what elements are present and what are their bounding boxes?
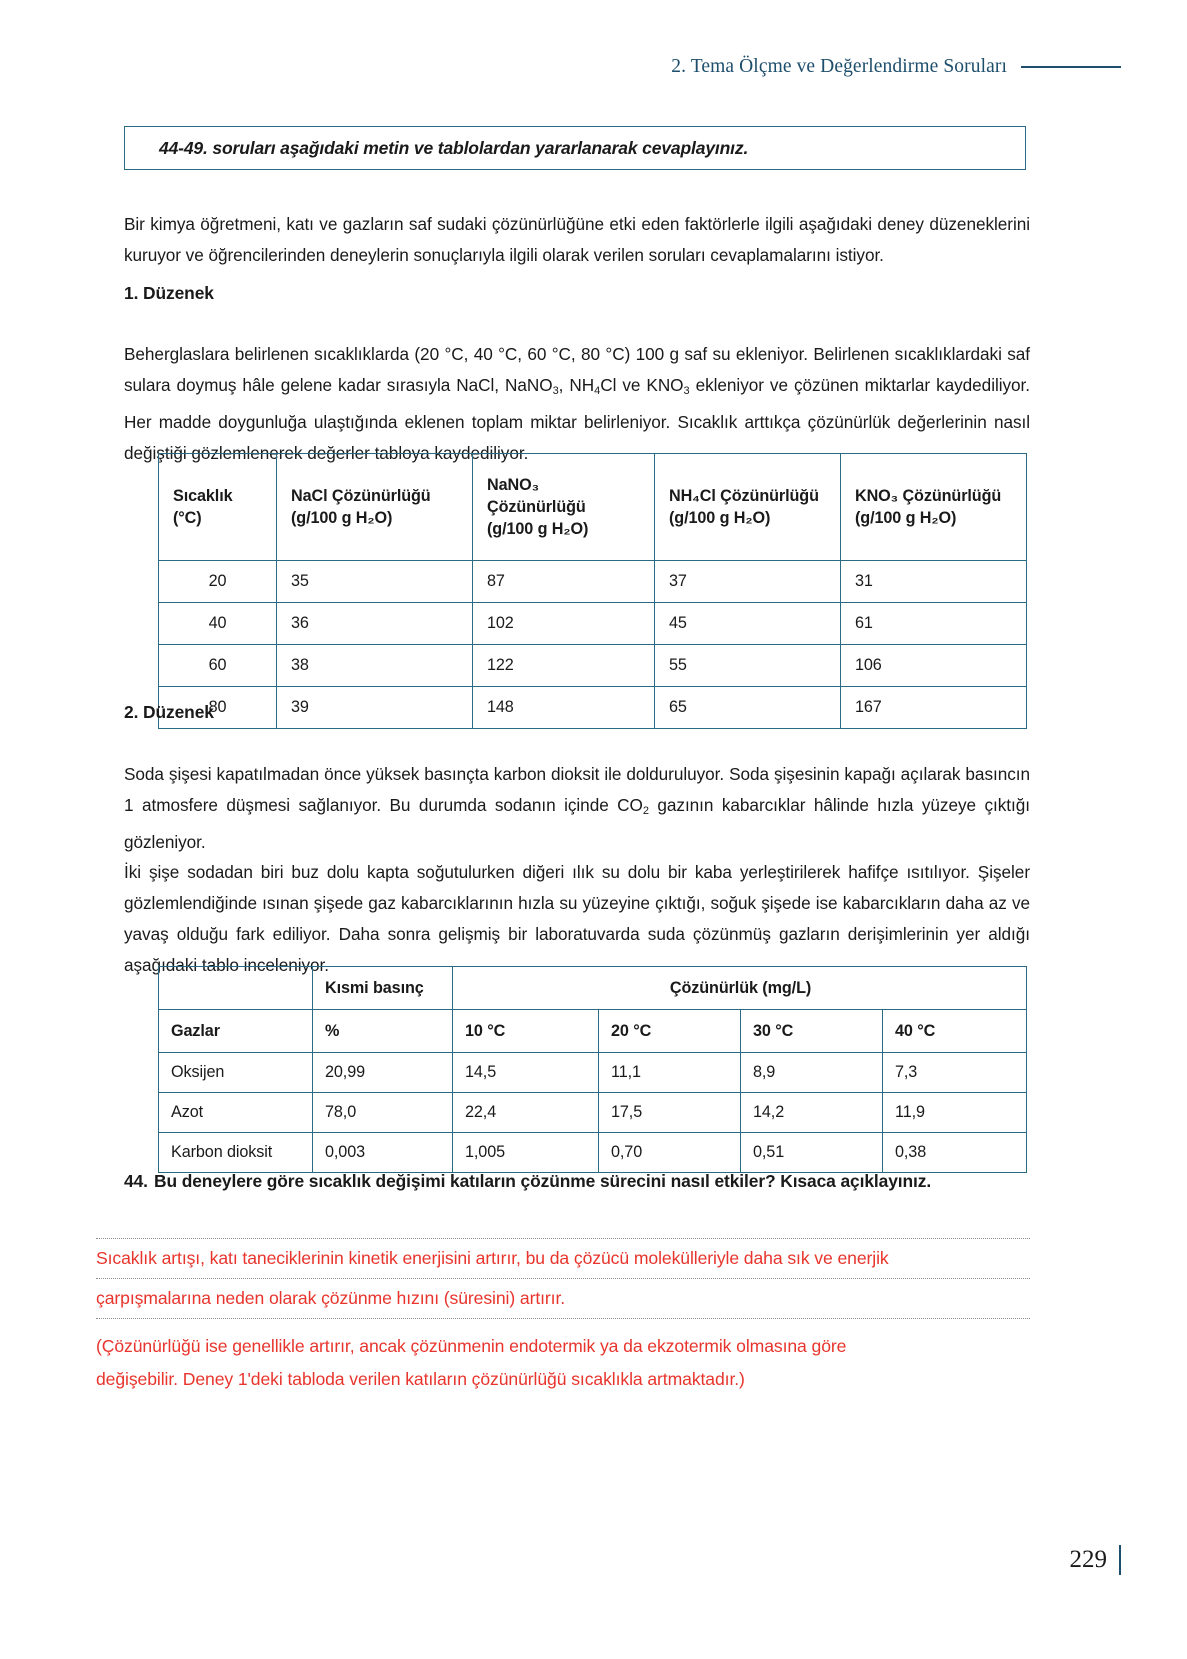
- table1-header-nacl: [277, 454, 473, 561]
- table2-header-gazlar: Gazlar: [159, 1010, 313, 1053]
- s1-text-a: Beherglaslara belirlenen sıcaklıklarda (20 °C, 40 °C, 60 °C, 80 °C) 100 g saf su ekleniyor. Belirlenen sıcaklıklardaki saf sulara doymuş hâle gelene kadar sırasıyla NaCl, NaNO: [124, 344, 1030, 396]
- t2r0c2: 14,5: [453, 1053, 599, 1093]
- section-2-heading: 2. Düzenek: [124, 702, 214, 722]
- t1r3c0: 80: [159, 687, 277, 729]
- table2-header-t10: 10 °C: [453, 1010, 599, 1053]
- table-row: [159, 1053, 1027, 1093]
- t2r2c1: 0,003: [313, 1133, 453, 1173]
- s2a-text-a: Soda şişesi kapatılmadan önce yüksek basınçta karbon dioksit ile dolduruluyor. Soda şişesinin kapağı açılarak basıncın 1 atmosfere düşmesi sağlanıyor. Bu durumda sodanın içinde CO: [124, 764, 1030, 816]
- s1-text-c: Cl ve KNO: [600, 375, 684, 396]
- table2-header-row: [159, 1010, 1027, 1053]
- table-row: [159, 687, 1027, 729]
- t2r1c3: 17,5: [599, 1093, 741, 1133]
- question-44: [124, 1166, 1030, 1197]
- t2r2c0: Karbon dioksit: [159, 1133, 313, 1173]
- table2-body: [159, 1053, 1027, 1173]
- answer-paragraph-2: [96, 1330, 1030, 1396]
- t1h0-l2: (°C): [173, 509, 202, 527]
- answer-rule-3: [96, 1318, 1030, 1319]
- t1r1c2: 102: [473, 603, 655, 645]
- table2-header-t30: 30 °C: [741, 1010, 883, 1053]
- t2r1c5: 11,9: [883, 1093, 1027, 1133]
- table-row: [159, 1093, 1027, 1133]
- t2r1c4: 14,2: [741, 1093, 883, 1133]
- t1r2c1: 38: [277, 645, 473, 687]
- t1r0c1: 35: [277, 561, 473, 603]
- t1r3c3: 65: [655, 687, 841, 729]
- s1-sub-kno3: 3: [683, 385, 690, 398]
- t1r2c4: 106: [841, 645, 1027, 687]
- t1r2c2: 122: [473, 645, 655, 687]
- t1h2-l3: (g/100 g H₂O): [487, 520, 589, 538]
- t1r3c2: 148: [473, 687, 655, 729]
- table1-head: [159, 454, 1027, 561]
- t1r1c4: 61: [841, 603, 1027, 645]
- t2r2c3: 0,70: [599, 1133, 741, 1173]
- table-row: [159, 561, 1027, 603]
- answer-area-question-44[interactable]: [96, 1238, 1030, 1319]
- table-row: [159, 645, 1027, 687]
- table2-header-t40: 40 °C: [883, 1010, 1027, 1053]
- instruction-box: [124, 126, 1026, 170]
- t1h3-l2: (g/100 g H₂O): [669, 509, 771, 527]
- table1-body: [159, 561, 1027, 729]
- t1h4-l1: KNO₃ Çözünürlüğü: [855, 487, 1002, 505]
- instruction-text: 44-49. soruları aşağıdaki metin ve tablolardan yararlanarak cevaplayınız.: [159, 137, 749, 158]
- section-2-paragraph-a: [124, 759, 1030, 858]
- table2-head: [159, 967, 1027, 1053]
- intro-paragraph: Bir kimya öğretmeni, katı ve gazların saf sudaki çözünürlüğüne etki eden faktörlerle ilgili aşağıdaki deney düzeneklerini kuruyor ve öğrencilerinden deneylerin sonuçlarıyla ilgili olarak verilen soruları cevaplamalarını istiyor.: [124, 214, 1030, 266]
- s1-text-d: ekleniyor ve çözünen miktarlar kaydediliyor. Her madde doygunluğa ulaştığında eklenen toplam miktar belirleniyor. Sıcaklık arttıkça çözünürlük değerlerinin nasıl değiştiği gözlemlenerek değerler tabloya kaydediliyor.: [124, 375, 1030, 464]
- t1h2-l2: Çözünürlüğü: [487, 498, 586, 516]
- table2-header-percent: %: [313, 1010, 453, 1053]
- table1-header-row: [159, 454, 1027, 561]
- answer-line-1: Sıcaklık artışı, katı taneciklerinin kinetik enerjisini artırır, bu da çözücü molekülleriyle daha sık ve enerjik: [96, 1248, 889, 1268]
- t1h1-l1: NaCl Çözünürlüğü: [291, 487, 431, 505]
- answer-paragraph-2-line-2: değişebilir. Deney 1'deki tabloda verilen katıların çözünürlüğü sıcaklıkla artmaktadır.): [96, 1369, 745, 1389]
- table2-header-blank: [159, 967, 313, 1010]
- t2r1c0: Azot: [159, 1093, 313, 1133]
- table2-header-partial-pressure: Kısmi basınç: [313, 967, 453, 1010]
- t2r0c5: 7,3: [883, 1053, 1027, 1093]
- page-number: 229: [1069, 1546, 1107, 1573]
- question-44-text: Bu deneylere göre sıcaklık değişimi katıların çözünme sürecini nasıl etkiler? Kısaca açıklayınız.: [154, 1171, 932, 1191]
- t1h3-l1: NH₄Cl Çözünürlüğü: [669, 487, 819, 505]
- t2r0c3: 11,1: [599, 1053, 741, 1093]
- t1r0c3: 37: [655, 561, 841, 603]
- header-title: 2. Tema Ölçme ve Değerlendirme Soruları: [671, 56, 1007, 77]
- page-header: [671, 56, 1121, 78]
- table1-header-nh4cl: [655, 454, 841, 561]
- table1-header-temp: [159, 454, 277, 561]
- header-rule: [1021, 66, 1121, 68]
- s1-text-b: , NH: [558, 375, 595, 396]
- t1h2-l1: NaNO₃: [487, 476, 539, 494]
- t1r3c1: 39: [277, 687, 473, 729]
- t1r1c1: 36: [277, 603, 473, 645]
- t1r0c4: 31: [841, 561, 1027, 603]
- t2r2c2: 1,005: [453, 1133, 599, 1173]
- t2r0c1: 20,99: [313, 1053, 453, 1093]
- section-2-paragraph-b: İki şişe sodadan biri buz dolu kapta soğutulurken diğeri ılık su dolu bir kaba yerleştirilerek hafifçe ısıtılıyor. Şişeler gözlemlendiğinde ısınan şişede gaz kabarcıklarının hızla su yüzeyine çıktığı, soğuk şişede ise kabarcıkların daha az ve yavaş olduğu fark ediliyor. Daha sonra gelişmiş bir laboratuvarda suda çözünmüş gazların derişimlerinin yer aldığı aşağıdaki tablo inceleniyor.: [124, 862, 1030, 976]
- solubility-table: [158, 453, 1027, 729]
- table2-header-solubility-group: Çözünürlük (mg/L): [453, 967, 1027, 1010]
- table-row: [159, 603, 1027, 645]
- table2-header-t20: 20 °C: [599, 1010, 741, 1053]
- s2a-sub-co2: 2: [642, 805, 649, 818]
- t2r0c0: Oksijen: [159, 1053, 313, 1093]
- t1r0c2: 87: [473, 561, 655, 603]
- s1-sub-nano3: 3: [552, 385, 559, 398]
- t1r3c4: 167: [841, 687, 1027, 729]
- gas-solubility-table-wrapper: [158, 966, 1027, 1173]
- t2r2c5: 0,38: [883, 1133, 1027, 1173]
- t1h4-l2: (g/100 g H₂O): [855, 509, 957, 527]
- t2r1c2: 22,4: [453, 1093, 599, 1133]
- table1-header-kno3: [841, 454, 1027, 561]
- answer-line-2: çarpışmalarına neden olarak çözünme hızını (süresini) artırır.: [96, 1288, 566, 1308]
- t1r1c0: 40: [159, 603, 277, 645]
- question-44-number: 44.: [124, 1171, 148, 1191]
- t2r1c1: 78,0: [313, 1093, 453, 1133]
- t2r2c4: 0,51: [741, 1133, 883, 1173]
- table2-group-header-row: [159, 967, 1027, 1010]
- t1r0c0: 20: [159, 561, 277, 603]
- s2a-text-b: gazının kabarcıklar hâlinde hızla yüzeye çıktığı gözleniyor.: [124, 795, 1030, 853]
- t1r2c3: 55: [655, 645, 841, 687]
- section-1-paragraph: [124, 339, 1030, 469]
- page-footer: [1070, 1545, 1122, 1575]
- gas-solubility-table: [158, 966, 1027, 1173]
- t2r0c4: 8,9: [741, 1053, 883, 1093]
- t1r1c3: 45: [655, 603, 841, 645]
- table1-header-nano3: [473, 454, 655, 561]
- section-1-heading: 1. Düzenek: [124, 283, 214, 303]
- t1r2c0: 60: [159, 645, 277, 687]
- t1h0-l1: Sıcaklık: [173, 487, 233, 505]
- t1h1-l2: (g/100 g H₂O): [291, 509, 393, 527]
- s1-sub-nh4: 4: [594, 385, 601, 398]
- solubility-table-wrapper: [158, 453, 1027, 729]
- answer-paragraph-2-line-1: (Çözünürlüğü ise genellikle artırır, ancak çözünmenin endotermik ya da ekzotermik olmasına göre: [96, 1336, 847, 1356]
- page-number-bar: [1119, 1545, 1121, 1575]
